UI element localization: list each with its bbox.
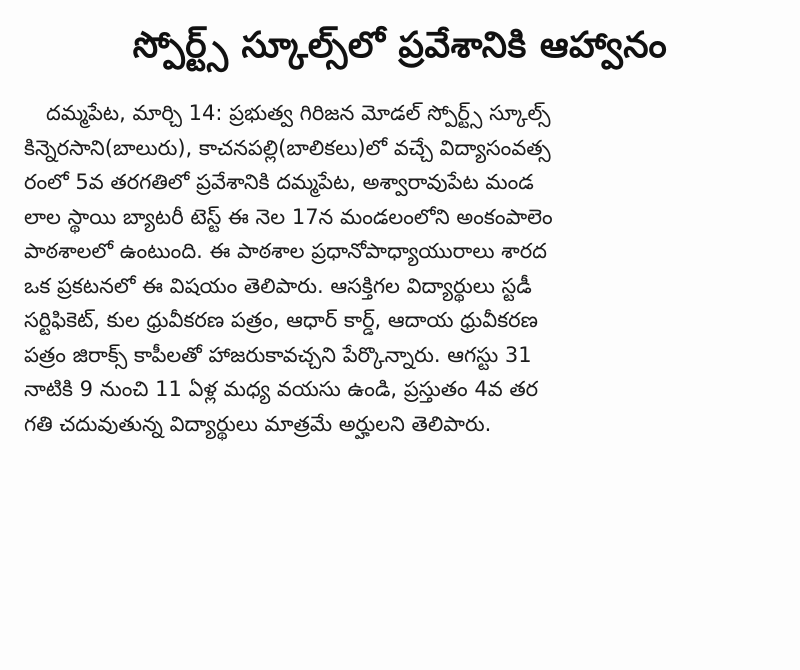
- article-line: పాఠశాలలో ఉంటుంది. ఈ పాఠశాల ప్రధానోపాధ్యాయురాలు శారద: [24, 239, 547, 263]
- article-line: దమ్మపేట, మార్చి 14: ప్రభుత్వ గిరిజన మోడల్ స్పోర్ట్స్ స్కూల్స్: [46, 101, 551, 125]
- article-line: గతి చదువుతున్న విద్యార్థులు మాత్రమే అర్హులని తెలిపారు.: [24, 411, 492, 436]
- article-line: పత్రం జిరాక్స్ కాపీలతో హాజరుకావచ్చని పేర్కొన్నారు. ఆగస్టు 31: [24, 342, 532, 367]
- article-headline: స్పోర్ట్స్ స్కూల్స్‌లో ప్రవేశానికి ఆహ్వానం: [132, 25, 668, 66]
- article-line: లాల స్థాయి బ్యాటరీ టెస్ట్ ఈ నెల 17న మండలంలోని అంకంపాలెం: [24, 204, 553, 229]
- article-line: సర్టిఫికెట్, కుల ధ్రువీకరణ పత్రం, ఆధార్ కార్డ్, ఆదాయ ధ్రువీకరణ: [24, 308, 538, 332]
- article-body: [24, 96, 744, 441]
- article-line: రంలో 5వ తరగతిలో ప్రవేశానికి దమ్మపేట, అశ్వారావుపేట మండ: [24, 170, 534, 194]
- article-line: కిన్నెరసాని(బాలురు), కాచనపల్లి(బాలికలు)లో వచ్చే విద్యాసంవత్స: [24, 135, 551, 160]
- article-line: ఒక ప్రకటనలో ఈ విషయం తెలిపారు. ఆసక్తిగల విద్యార్థులు స్టడీ: [24, 273, 532, 298]
- article-line: నాటికి 9 నుంచి 11 ఏళ్ల మధ్య వయసు ఉండి, ప్రస్తుతం 4వ తర: [24, 377, 539, 401]
